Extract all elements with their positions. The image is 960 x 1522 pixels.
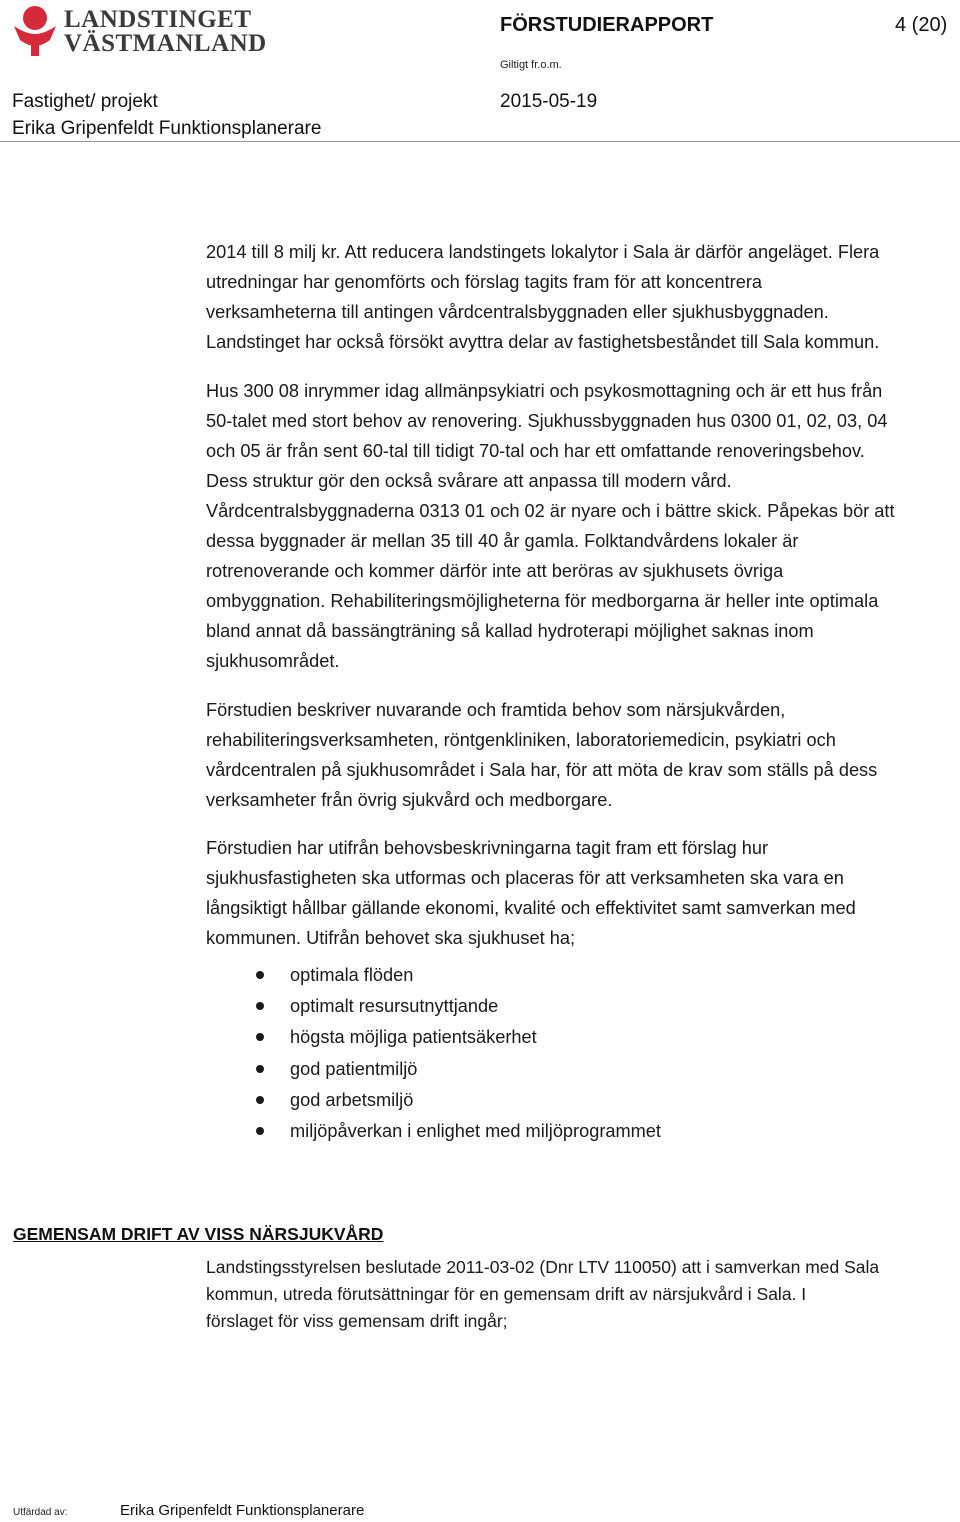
paragraph-lokalytor <box>206 237 950 357</box>
text-line: verksamheter från övrig sjukvård och medborgare. <box>206 790 613 810</box>
paragraph-buildings <box>206 376 950 676</box>
bullet-icon <box>256 1127 264 1135</box>
document-title: FÖRSTUDIERAPPORT <box>500 14 714 36</box>
logo-line-2: VÄSTMANLAND <box>64 30 267 57</box>
bullet-icon <box>256 1096 264 1104</box>
section-heading: GEMENSAM DRIFT AV VISS NÄRSJUKVÅRD <box>13 1224 384 1244</box>
text-line: förslaget för viss gemensam drift ingår; <box>206 1311 508 1331</box>
text-line: Vårdcentralsbyggnaderna 0313 01 och 02 är nyare och i bättre skick. Påpekas bör att <box>206 501 895 521</box>
text-line: bland annat då bassängträning så kallad hydroterapi möjlighet saknas inom <box>206 621 814 641</box>
text-line: dessa byggnader är mellan 35 till 40 år gamla. Folktandvårdens lokaler är <box>206 531 799 551</box>
list-item <box>248 960 661 991</box>
text-line: sjukhusområdet. <box>206 651 340 671</box>
logo-wordmark <box>64 8 267 56</box>
text-line: långsiktigt hållbar gällande ekonomi, kvalité och effektivitet samt samverkan med <box>206 898 856 918</box>
organization-logo <box>10 4 267 58</box>
text-line: och 05 är från sent 60-tal till tidigt 70-tal och har ett omfattande renoveringsbehov. <box>206 441 865 461</box>
list-item <box>248 1054 661 1085</box>
list-item <box>248 1022 661 1053</box>
text-line: ombyggnation. Rehabiliteringsmöjligheterna för medborgarna är heller inte optimala <box>206 591 879 611</box>
text-line: 50-talet med stort behov av renovering. Sjukhussbyggnaden hus 0300 01, 02, 03, 04 <box>206 411 888 431</box>
issued-by-label: Utfärdad av: <box>13 1507 68 1518</box>
list-item-text: god arbetsmiljö <box>290 1089 414 1110</box>
text-line: Dess struktur gör den också svårare att anpassa till modern vård. <box>206 471 732 491</box>
property-project-label: Fastighet/ projekt <box>12 91 158 112</box>
list-item-text: god patientmiljö <box>290 1058 418 1079</box>
header-author: Erika Gripenfeldt Funktionsplanerare <box>12 118 322 139</box>
list-item <box>248 991 661 1022</box>
list-item-text: optimala flöden <box>290 965 414 985</box>
text-line: 2014 till 8 milj kr. Att reducera landstingets lokalytor i Sala är därför angeläget. Flera <box>206 242 880 262</box>
bullet-icon <box>256 1033 264 1041</box>
valid-from-label: Giltigt fr.o.m. <box>500 59 562 71</box>
text-line: kommunen. Utifrån behovet ska sjukhuset ha; <box>206 928 575 948</box>
bullet-icon <box>256 971 264 979</box>
text-line: Hus 300 08 inrymmer idag allmänpsykiatri och psykosmottagning och är ett hus från <box>206 381 883 401</box>
text-line: Förstudien har utifrån behovsbeskrivningarna tagit fram ett förslag hur <box>206 838 769 858</box>
page-number: 4 (20) <box>895 14 948 36</box>
text-line: kommun, utreda förutsättningar för en gemensam drift av närsjukvård i Sala. I <box>206 1284 807 1304</box>
bullet-icon <box>256 1065 264 1073</box>
paragraph-study-scope <box>206 695 950 815</box>
goals-bullet-list <box>248 960 661 1147</box>
list-item-text: optimalt resursutnyttjande <box>290 996 499 1017</box>
document-date: 2015-05-19 <box>500 91 598 112</box>
footer-author: Erika Gripenfeldt Funktionsplanerare <box>120 1502 365 1519</box>
bullet-icon <box>256 1002 264 1010</box>
text-line: Landstingsstyrelsen beslutade 2011-03-02 (Dnr LTV 110050) att i samverkan med Sala <box>206 1257 880 1277</box>
text-line: Förstudien beskriver nuvarande och framtida behov som närsjukvården, <box>206 700 786 720</box>
paragraph-joint-operation <box>206 1254 950 1335</box>
list-item <box>248 1116 661 1147</box>
text-line: rotrenoverande och kommer därför inte att beröras av sjukhusets övriga <box>206 561 784 581</box>
header-divider <box>0 141 960 142</box>
list-item-text: miljöpåverkan i enlighet med miljöprogrammet <box>290 1120 661 1141</box>
text-line: rehabiliteringsverksamheten, röntgenkliniken, laboratoriemedicin, psykiatri och <box>206 730 836 750</box>
logo-line-1: LANDSTINGET <box>64 6 252 33</box>
list-item-text: högsta möjliga patientsäkerhet <box>290 1027 537 1048</box>
text-line: Landstinget har också försökt avyttra delar av fastighetsbeståndet till Sala kommun. <box>206 332 880 352</box>
text-line: vårdcentralen på sjukhusområdet i Sala har, för att möta de krav som ställs på dess <box>206 760 878 780</box>
text-line: sjukhusfastigheten ska utformas och placeras för att verksamheten ska vara en <box>206 868 844 888</box>
logo-emblem-icon <box>10 4 60 58</box>
paragraph-proposal <box>206 833 950 953</box>
list-item <box>248 1085 661 1116</box>
text-line: utredningar har genomförts och förslag tagits fram för att koncentrera <box>206 272 763 292</box>
text-line: verksamheterna till antingen vårdcentralsbyggnaden eller sjukhusbyggnaden. <box>206 302 829 322</box>
